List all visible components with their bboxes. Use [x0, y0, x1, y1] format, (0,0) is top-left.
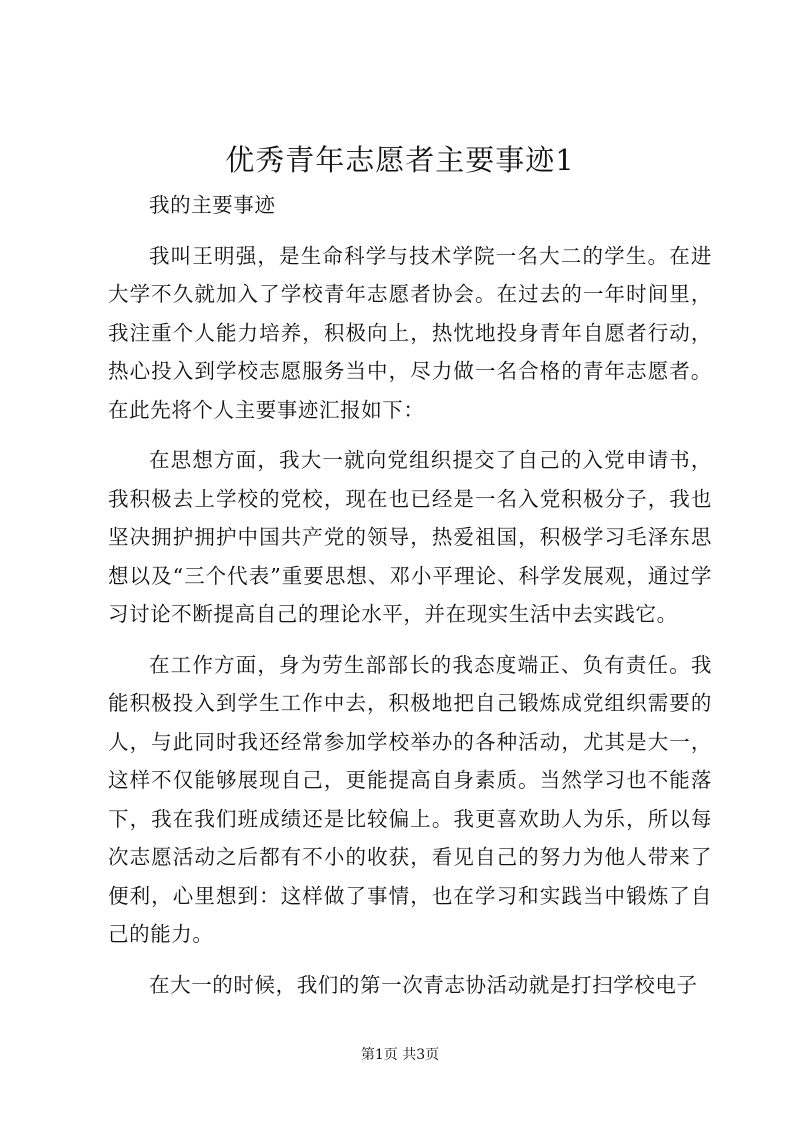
document-body — [108, 186, 712, 1016]
paragraph-work: 在工作方面，身为劳生部部长的我态度端正、负有责任。我能积极投入到学生工作中去，积极地把自己锻炼成党组织需要的人，与此同时我还经常参加学校举办的各种活动，尤其是大一，这样不仅能够展现自己，更能提高自身素质。当然学习也不能落下，我在我们班成绩还是比较偏上。我更喜欢助人为乐，所以每次志愿活动之后都有不小的收获，看见自己的努力为他人带来了便利，心里想到：这样做了事情，也在学习和实践当中锻炼了自己的能力。 — [108, 652, 712, 946]
page-title: 优秀青年志愿者主要事迹1 — [225, 143, 575, 177]
paragraph-ideology: 在思想方面，我大一就向党组织提交了自己的入党申请书，我积极去上学校的党校，现在也已经是一名入党积极分子，我也坚决拥护拥护中国共产党的领导，热爱祖国，积极学习毛泽东思想以及“三个代表”重要思想、邓小平理论、科学发展观，通过学习讨论不断提高自己的理论水平，并在现实生活中去实践它。 — [108, 448, 712, 626]
paragraph-intro: 我叫王明强，是生命科学与技术学院一名大二的学生。在进大学不久就加入了学校青年志愿者协会。在过去的一年时间里，我注重个人能力培养，积极向上，热忱地投身青年自愿者行动，热心投入到学校志愿服务当中，尽力做一名合格的青年志愿者。在此先将个人主要事迹汇报如下： — [108, 243, 712, 422]
paragraph-heading: 我的主要事迹 — [149, 193, 276, 217]
paragraph-first-year: 在大一的时候，我们的第一次青志协活动就是打扫学校电子 — [149, 972, 698, 997]
page-footer: 第1页 共3页 — [360, 1047, 440, 1063]
